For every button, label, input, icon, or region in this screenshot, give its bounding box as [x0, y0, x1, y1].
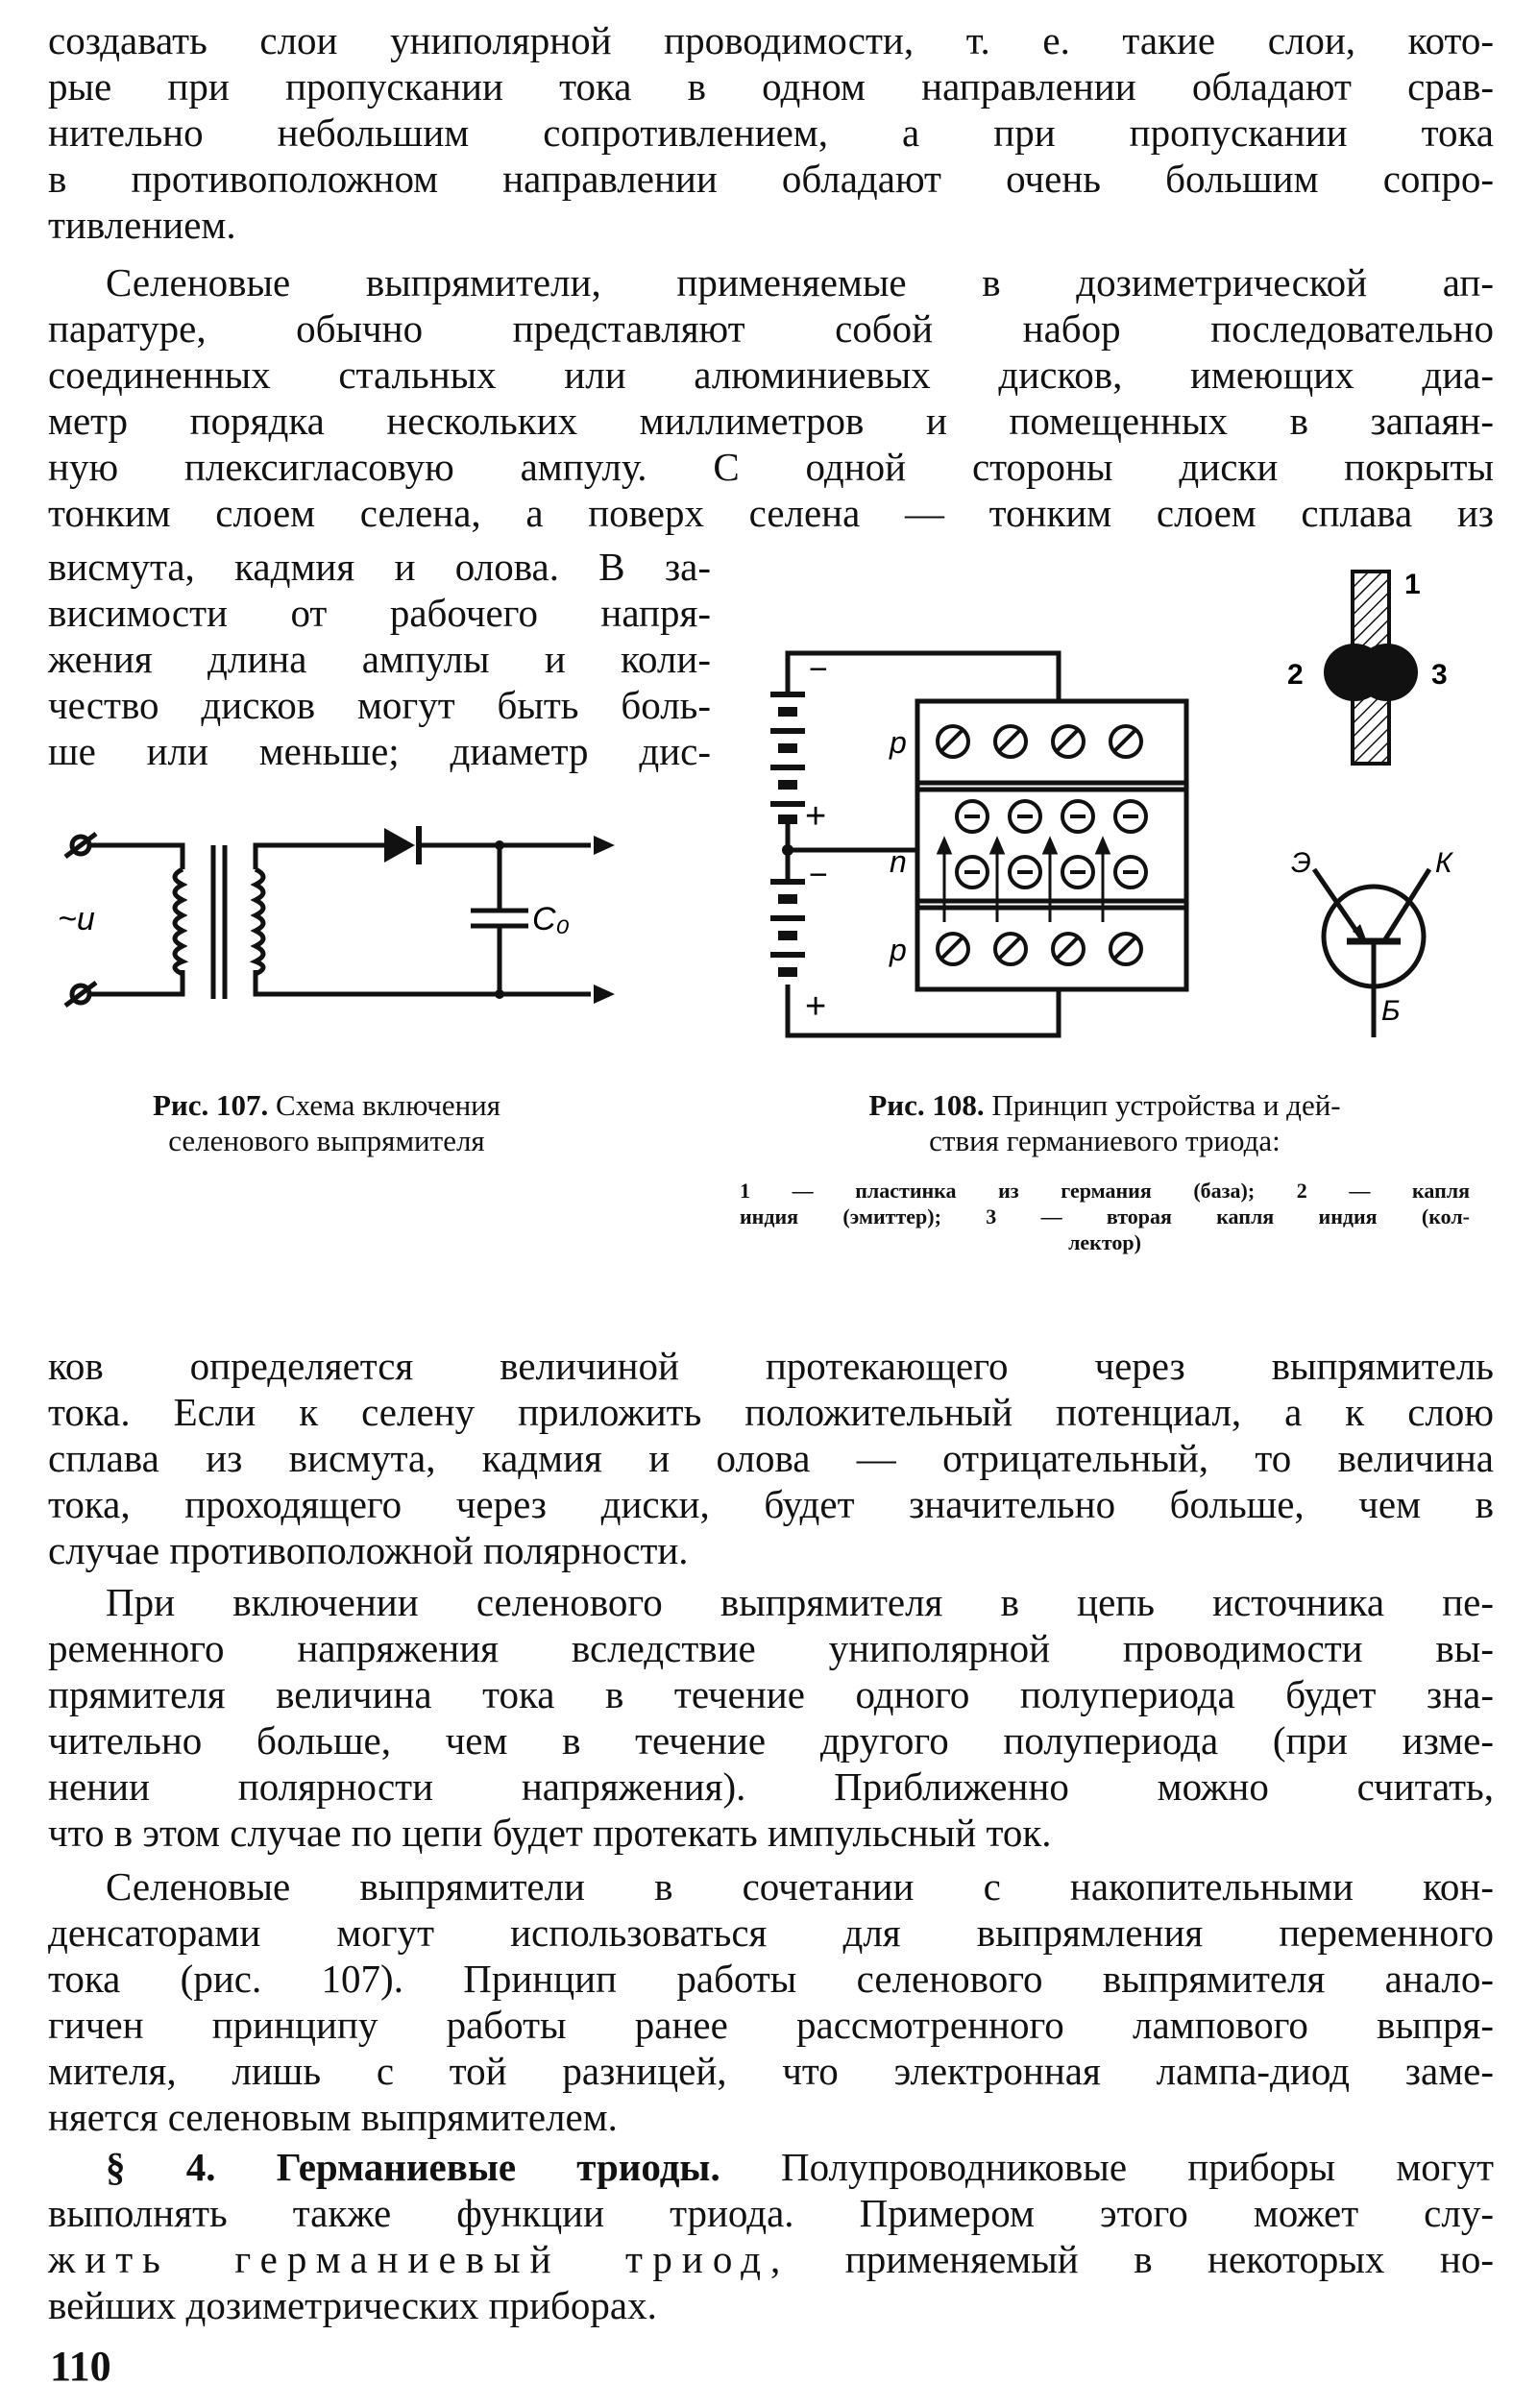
text-line: тока, проходящего через диски, будет значительно больше, чем в — [48, 1482, 1494, 1526]
diode-icon — [384, 828, 415, 863]
label-emitter: Э — [1291, 847, 1311, 879]
label-minus: − — [809, 651, 828, 688]
figure-108-legend — [740, 1178, 1470, 1255]
paragraph-selenium-cont — [48, 305, 1494, 536]
caption-text: Схема включения — [276, 1088, 501, 1122]
label-3: 3 — [1431, 659, 1448, 691]
section-heading: § 4. Германиевые триоды. — [106, 2145, 720, 2189]
arrow-icon — [594, 985, 615, 1004]
text-line: что в этом случае по цепи будет протекать импульсный ток. — [48, 1811, 1052, 1855]
text-line: ременного напряжения вследствие униполярной проводимости вы- — [48, 1626, 1494, 1670]
text-line: жения длина ампулы и коли- — [48, 637, 711, 681]
text-line: денсаторами могут использоваться для выпрямления переменного — [48, 1910, 1494, 1955]
paragraph-ac — [48, 1579, 1494, 1856]
holes-bottom — [938, 934, 1141, 964]
legend-line: индия (эмиттер); 3 — вторая капля индия (кол- — [740, 1204, 1470, 1228]
holes-top — [938, 726, 1141, 757]
primary-coil — [175, 869, 183, 974]
indium-drop-collector — [1356, 644, 1418, 701]
text-line: в противоположном направлении обладают очень большим сопро- — [48, 157, 1494, 201]
text-line: Селеновые выпрямители, применяемые в дозиметрической ап- — [106, 260, 1494, 304]
label-voltage: ~u — [58, 901, 95, 937]
label-minus: − — [809, 857, 828, 893]
text-line: нении полярности напряжения). Приближенно можно считать, — [48, 1764, 1494, 1809]
text-line: Селеновые выпрямители в сочетании с накопительными кон- — [106, 1864, 1494, 1909]
text-line: тивлением. — [48, 203, 236, 247]
paragraph-after-figures — [48, 1343, 1494, 1573]
text-line: рые при пропускании тока в одном направлении обладают срав- — [48, 64, 1494, 109]
label-n: n — [890, 844, 907, 879]
page-number: 110 — [50, 2343, 111, 2390]
text-line: создавать слои униполярной проводимости, т. е. такие слои, кото- — [48, 18, 1494, 62]
caption-number: Рис. 108. — [868, 1088, 985, 1122]
text-line: чество дисков могут быть боль- — [48, 683, 711, 727]
paragraph-selenium-narrow — [48, 544, 711, 774]
label-collector: К — [1435, 847, 1452, 879]
text-line: ше или меньше; диаметр дис- — [48, 729, 711, 773]
text-line: чительно больше, чем в течение другого полупериода (при изме- — [48, 1718, 1494, 1763]
text-line: тока. Если к селену приложить положительный потенциал, а к слою — [48, 1390, 1494, 1434]
figure-107-caption — [58, 1087, 596, 1158]
label-plus: + — [805, 986, 827, 1027]
figure-107-circuit — [58, 807, 615, 1028]
secondary-coil — [256, 869, 263, 974]
text-line: соединенных стальных или алюминиевых дисков, имеющих диа- — [48, 353, 1494, 397]
text-line: тока (рис. 107). Принцип работы селенового выпрямителя анало- — [48, 1957, 1494, 2001]
text-line: вейших дозиметрических приборах. — [48, 2283, 657, 2327]
text-line: метр порядка нескольких миллиметров и помещенных в запаян- — [48, 399, 1494, 443]
text-line: тонким слоем селена, а поверх селена — тонким слоем сплава из — [48, 491, 1494, 535]
text-line: ков определяется величиной протекающего через выпрямитель — [48, 1344, 1494, 1388]
text-line: Полупроводниковые приборы могут — [780, 2145, 1495, 2189]
text-line: При включении селенового выпрямителя в цепь источника пе- — [106, 1580, 1494, 1624]
label-capacitor: C₀ — [532, 901, 570, 937]
text-line: мителя, лишь с той разницей, что электронная лампа-диод заме- — [48, 2049, 1494, 2093]
paragraph-selenium — [48, 259, 1494, 305]
text-line: случае противоположной полярности. — [48, 1528, 689, 1572]
label-base: Б — [1381, 995, 1401, 1027]
text-line: прямителя величина тока в течение одного полупериода будет зна- — [48, 1672, 1494, 1716]
label-p-top: p — [890, 725, 907, 760]
caption-text: селенового выпрямителя — [168, 1124, 485, 1157]
caption-text: ствия германиевого триода: — [929, 1124, 1281, 1157]
figure-108-diagram — [749, 634, 1191, 1047]
text-line: выполнять также функции триода. Примером этого может слу- — [48, 2191, 1494, 2235]
figure-108-caption — [730, 1087, 1479, 1158]
text-line: висмута, кадмия и олова. В за- — [48, 545, 711, 589]
text-line: ную плексигласовую ампулу. С одной стороны диски покрыты — [48, 445, 1494, 489]
label-2: 2 — [1287, 659, 1304, 691]
figure-108-triode — [1278, 567, 1489, 1066]
caption-text: Принцип устройства и дей- — [991, 1088, 1341, 1122]
text-line: паратуре, обычно представляют собой набор последовательно — [48, 306, 1494, 351]
text-line: нительно небольшим сопротивлением, а при пропускании тока — [48, 110, 1494, 155]
label-1: 1 — [1404, 569, 1421, 600]
label-plus: + — [805, 796, 827, 837]
text-line: применяемый в некоторых но- — [844, 2237, 1494, 2281]
legend-line: 1 — пластинка из германия (база); 2 — капля — [740, 1179, 1470, 1203]
text-line: няется селеновым выпрямителем. — [48, 2095, 618, 2139]
spaced-term: жить германиевый триод, — [48, 2237, 791, 2281]
text-line: сплава из висмута, кадмия и олова — отрицательный, то величина — [48, 1436, 1494, 1480]
paragraph-intro — [48, 17, 1494, 248]
caption-number: Рис. 107. — [152, 1088, 269, 1122]
legend-line: лектор) — [1068, 1230, 1141, 1254]
text-line: висимости от рабочего напря- — [48, 591, 711, 635]
paragraph-capacitor — [48, 1863, 1494, 2140]
section-4 — [48, 2144, 1494, 2328]
text-line: гичен принципу работы ранее рассмотренного лампового выпря- — [48, 2003, 1494, 2047]
arrow-icon — [594, 836, 615, 855]
label-p-bottom: p — [890, 933, 907, 967]
